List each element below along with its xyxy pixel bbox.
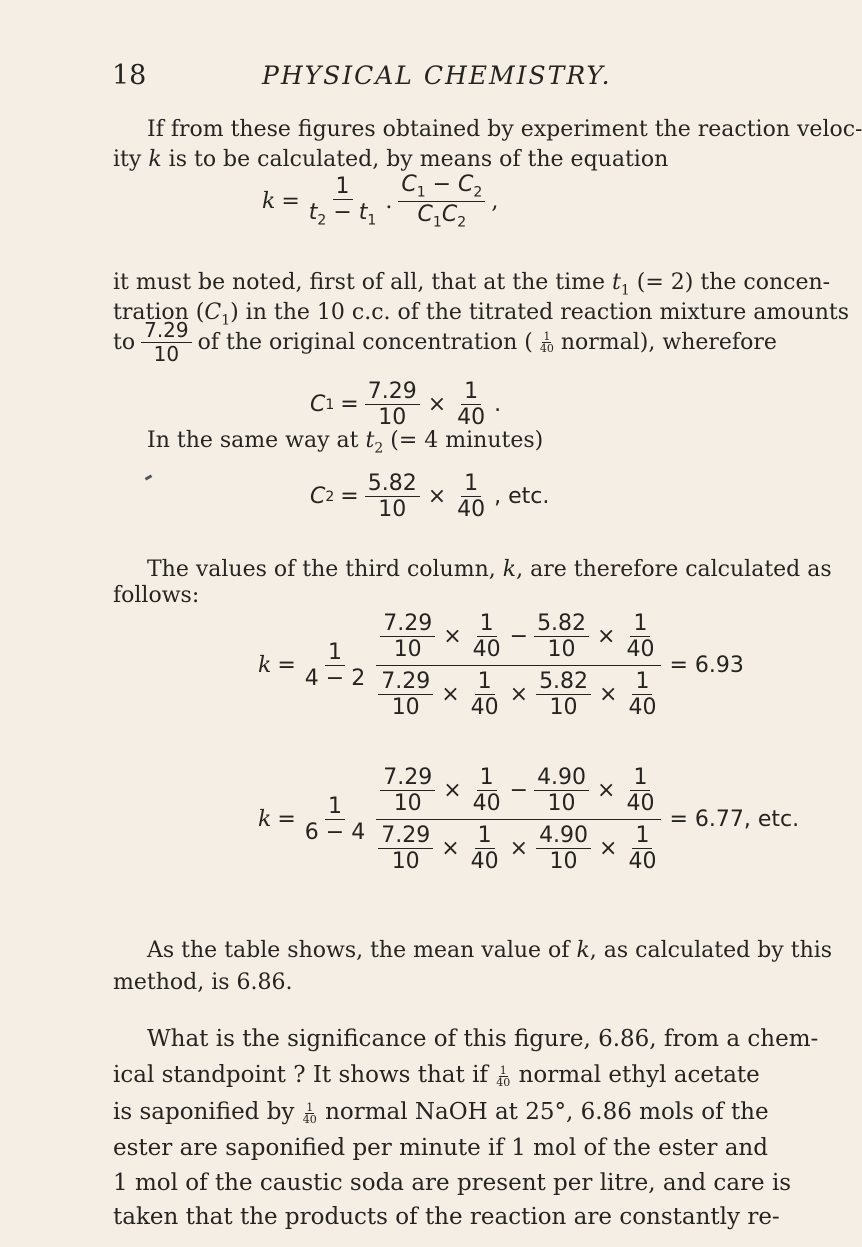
para6-line1: What is the significance of this figure, 6.86, from a chem-	[147, 1026, 819, 1052]
para2-line2: tration $(C_1)$ in the 10 c.c. of the titrated reaction mixture amounts	[113, 300, 849, 329]
para4-line2: follows:	[113, 583, 200, 608]
para2-line3: to $\frac{7.29}{10}$ of the original concentration ( 1 40 normal), wherefore	[113, 318, 777, 366]
para1-line1: If from these figures obtained by experiment the reaction veloc-	[147, 117, 862, 142]
eq1-fraction-b: $\frac{C_1 - C_2}{C_1C_2}$	[398, 173, 485, 230]
para6-line3: is saponified by $\frac{1}{40}$ normal NaOH at 25°, 6.86 mols of the	[113, 1099, 769, 1126]
para4-line1: The values of the third column, k, are therefore calculated as	[147, 557, 832, 582]
para5-line1: As the table shows, the mean value of k, as calculated by this	[147, 938, 833, 963]
para1-line2: ity k is to be calculated, by means of the equation	[113, 147, 669, 172]
para2-line1: it must be noted, first of all, that at the time $t_1$ (= 2) the concen-	[113, 270, 831, 299]
para6-line6: taken that the products of the reaction are constantly re-	[113, 1204, 780, 1230]
para6-line2: ical standpoint ? It shows that if $\frac{1}{40}$ normal ethyl acetate	[113, 1062, 760, 1089]
running-title: PHYSICAL CHEMISTRY.	[262, 61, 612, 90]
c2-equation: C 2 = $\frac{5.82}{10}$ × $\frac{1}{40}$ , etc.	[310, 471, 550, 523]
k-calculation-1: k = $\frac{1}{4 - 2}$ $\frac{7.29}{10}$ × $\frac{1}{40}$ − $\frac{5.82}{10}$ × $\frac{1}{40}$ $\frac{7.29}{10}$ × $\frac{1}{40}$ × $\frac{5.82}{10}$ × $\frac{1}{40}$ = 6.93	[258, 611, 744, 721]
eq1-fraction-a: $\frac{1}{t_2 - t_1}$	[308, 173, 377, 229]
c1-equation: C 1 = $\frac{7.29}{10}$ × $\frac{1}{40}$ .	[310, 379, 502, 431]
para6-line4: ester are saponified per minute if 1 mol of the ester and	[113, 1135, 768, 1161]
para6-line5: 1 mol of the caustic soda are present per litre, and care is	[113, 1170, 792, 1196]
para5-line2: method, is 6.86.	[113, 970, 293, 995]
k-calculation-2: k = $\frac{1}{6 - 4}$ $\frac{7.29}{10}$ × $\frac{1}{40}$ − $\frac{4.90}{10}$ × $\frac{1}{40}$ $\frac{7.29}{10}$ × $\frac{1}{40}$ × $\frac{4.90}{10}$ × $\frac{1}{40}$ = 6.77, etc.	[258, 765, 800, 875]
stray-mark	[145, 474, 153, 480]
rate-equation: k = $\frac{1}{t_2 - t_1}$ . $\frac{C_1 - C_2}{C_1C_2}$ ,	[262, 172, 499, 231]
page-number: 18	[112, 60, 147, 91]
para3: In the same way at $t_2$ (= 4 minutes)	[147, 428, 544, 457]
